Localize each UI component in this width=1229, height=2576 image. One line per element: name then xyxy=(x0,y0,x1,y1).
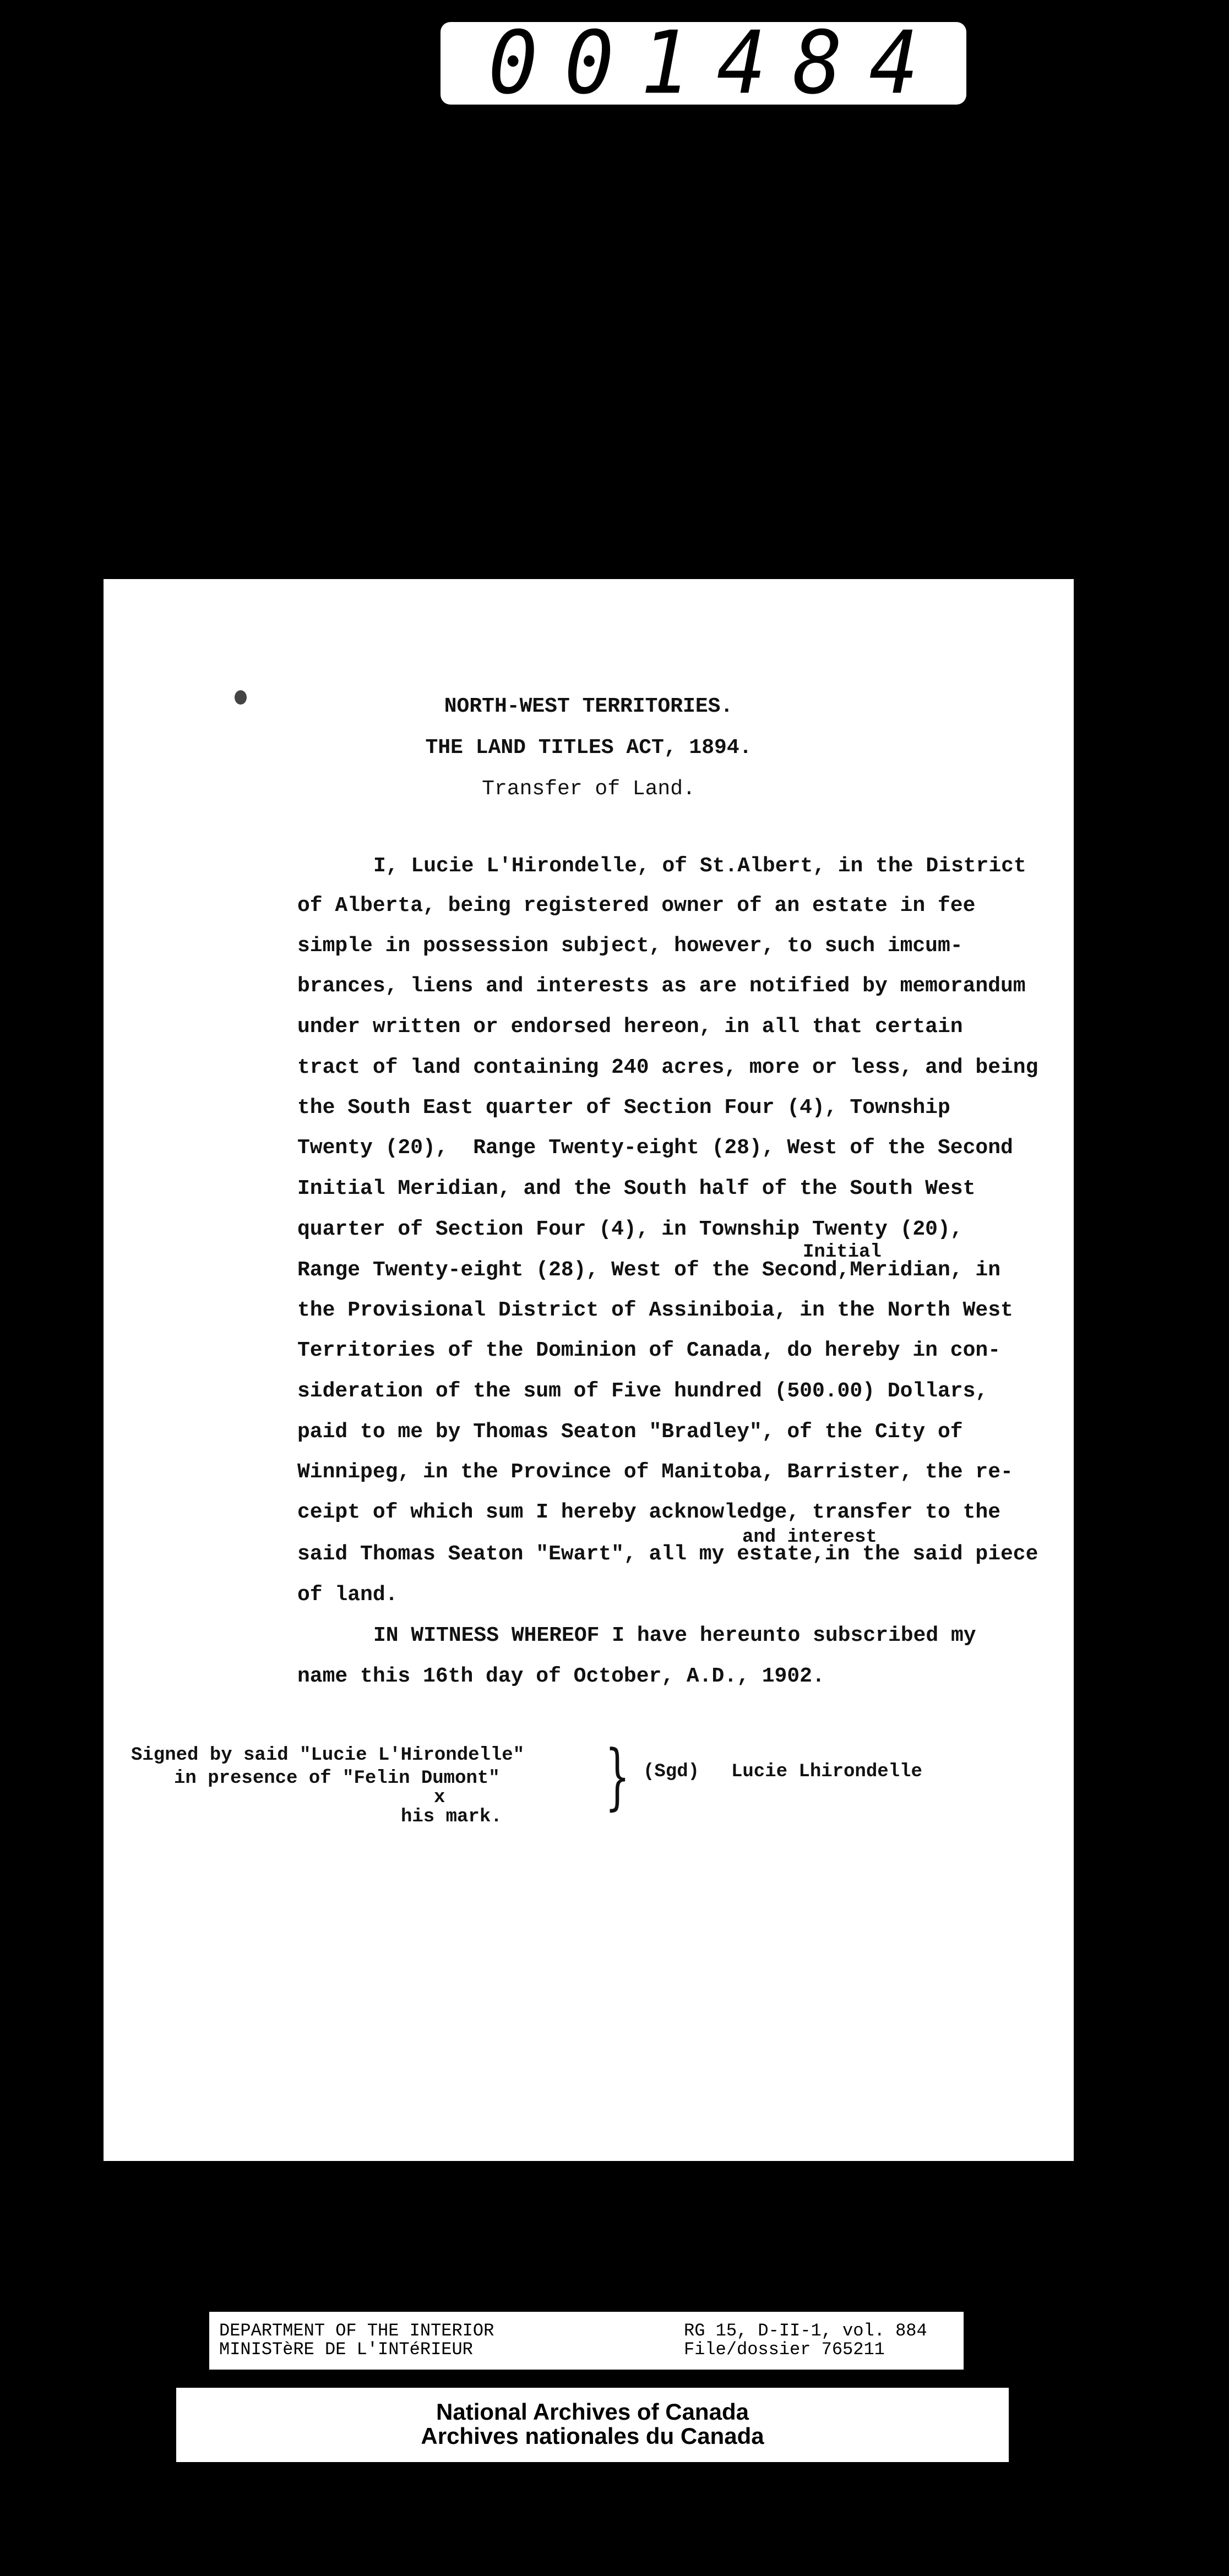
body-line-1: I, Lucie L'Hirondelle, of St.Albert, in the District xyxy=(373,854,1026,878)
body-line-14: sideration of the sum of Five hundred (500.00) Dollars, xyxy=(297,1379,988,1403)
file-dossier-ref: File/dossier 765211 xyxy=(684,2339,885,2360)
department-label xyxy=(209,2312,964,2370)
body-line-5: under written or endorsed hereon, in all that certain xyxy=(297,1015,963,1039)
signed-by-line: Signed by said "Lucie L'Hirondelle" xyxy=(131,1745,525,1766)
body-line-7: the South East quarter of Section Four (4), Township xyxy=(297,1096,950,1120)
sgd-label: (Sgd) xyxy=(643,1761,700,1782)
body-line-12: the Provisional District of Assiniboia, in the North West xyxy=(297,1298,1013,1322)
frame-number: 001484 xyxy=(488,13,945,114)
document-page xyxy=(104,579,1074,2161)
body-line-9: Initial Meridian, and the South half of the South West xyxy=(297,1177,976,1200)
archives-name-en: National Archives of Canada xyxy=(436,2399,749,2425)
presence-line: in presence of "Felin Dumont" xyxy=(174,1768,500,1789)
heading-act: THE LAND TITLES ACT, 1894. xyxy=(425,736,752,760)
body-line-2: of Alberta, being registered owner of an estate in fee xyxy=(297,894,976,918)
dept-name-fr: MINISTèRE DE L'INTéRIEUR xyxy=(219,2339,473,2360)
body-line-3: simple in possession subject, however, to such imcum- xyxy=(297,934,963,958)
body-line-4: brances, liens and interests as are notified by memorandum xyxy=(297,974,1026,998)
frame-number-counter xyxy=(441,13,966,114)
insert-initial: Initial xyxy=(803,1242,882,1263)
body-line-13: Territories of the Dominion of Canada, do hereby in con- xyxy=(297,1339,1001,1362)
archives-name-fr: Archives nationales du Canada xyxy=(421,2423,764,2449)
body-line-15: paid to me by Thomas Seaton "Bradley", of the City of xyxy=(297,1420,963,1444)
heading-transfer: Transfer of Land. xyxy=(482,777,695,801)
his-mark: his mark. xyxy=(401,1807,502,1827)
witness-line-2: name this 16th day of October, A.D., 1902. xyxy=(297,1664,825,1688)
heading-territories: NORTH-WEST TERRITORIES. xyxy=(444,695,733,718)
body-line-18: said Thomas Seaton "Ewart", all my estate,in the said piece xyxy=(297,1542,1038,1566)
signature-name: Lucie Lhirondelle xyxy=(731,1761,922,1782)
body-line-8: Twenty (20), Range Twenty-eight (28), West of the Second xyxy=(297,1136,1013,1160)
national-archives-label xyxy=(176,2388,1009,2462)
body-line-10: quarter of Section Four (4), in Township Twenty (20), xyxy=(297,1218,963,1241)
witness-line-1: IN WITNESS WHEREOF I have hereunto subscribed my xyxy=(373,1624,976,1647)
record-group-ref: RG 15, D-II-1, vol. 884 xyxy=(684,2321,927,2341)
mark-x: x xyxy=(434,1787,445,1808)
body-line-19: of land. xyxy=(297,1583,398,1607)
insert-and-interest: and interest xyxy=(742,1527,877,1548)
body-line-6: tract of land containing 240 acres, more or less, and being xyxy=(297,1056,1038,1079)
body-line-11: Range Twenty-eight (28), West of the Second,Meridian, in xyxy=(297,1258,1001,1282)
body-line-17: ceipt of which sum I hereby acknowledge, transfer to the xyxy=(297,1500,1001,1524)
signature-brace: } xyxy=(605,1734,630,1818)
body-line-16: Winnipeg, in the Province of Manitoba, Barrister, the re- xyxy=(297,1460,1013,1484)
dept-name-en: DEPARTMENT OF THE INTERIOR xyxy=(219,2321,494,2341)
